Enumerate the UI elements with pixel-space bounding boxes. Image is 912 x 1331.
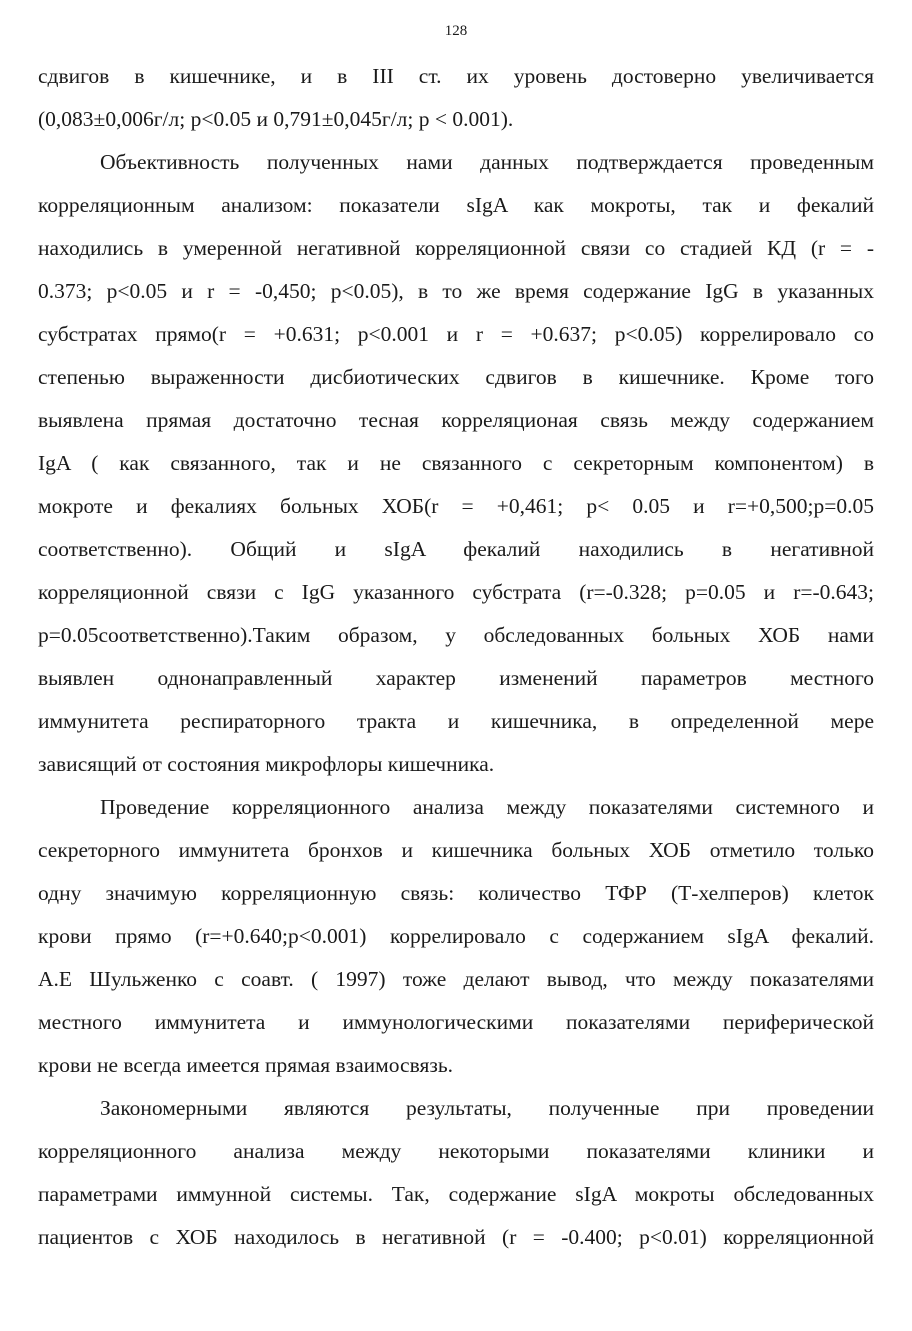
text-line: секреторного иммунитета бронхов и кишечника больных ХОБ отметило только xyxy=(38,838,874,862)
text-line: одну значимую корреляционную связь: количество ТФР (Т-хелперов) клеток xyxy=(38,881,874,905)
page-number: 128 xyxy=(444,23,468,39)
text-line: субстратах прямо(r = +0.631; p<0.001 и r = +0.637; p<0.05) коррелировало со xyxy=(38,322,874,346)
text-line: (0,083±0,006г/л; p<0.05 и 0,791±0,045г/л; p < 0.001). xyxy=(38,107,514,131)
paragraph-first-line: Закономерными являются результаты, полученные при проведении xyxy=(100,1096,874,1120)
text-line: зависящий от состояния микрофлоры кишечника. xyxy=(38,752,495,776)
text-line: крови прямо (r=+0.640;p<0.001) коррелировало с содержанием sIgA фекалий. xyxy=(38,924,874,948)
text-line: находились в умеренной негативной корреляционной связи со стадией КД (r = - xyxy=(38,236,874,260)
text-line: сдвигов в кишечнике, и в III ст. их уровень достоверно увеличивается xyxy=(38,64,874,88)
text-line: выявлена прямая достаточно тесная корреляционая связь между содержанием xyxy=(38,408,874,432)
text-line: p=0.05соответственно).Таким образом, у обследованных больных ХОБ нами xyxy=(38,623,874,647)
text-line: местного иммунитета и иммунологическими показателями периферической xyxy=(38,1010,874,1034)
text-line: иммунитета респираторного тракта и кишечника, в определенной мере xyxy=(38,709,874,733)
text-line: корреляционной связи с IgG указанного субстрата (r=-0.328; p=0.05 и r=-0.643; xyxy=(38,580,874,604)
paragraph-first-line: Проведение корреляционного анализа между показателями системного и xyxy=(100,795,874,819)
text-line: корреляционного анализа между некоторыми показателями клиники и xyxy=(38,1139,874,1163)
text-line: выявлен однонаправленный характер изменений параметров местного xyxy=(38,666,874,690)
text-line: крови не всегда имеется прямая взаимосвязь. xyxy=(38,1053,454,1077)
text-line: 0.373; p<0.05 и r = -0,450; p<0.05), в то же время содержание IgG в указанных xyxy=(38,279,874,303)
text-line: пациентов с ХОБ находилось в негативной (r = -0.400; p<0.01) корреляционной xyxy=(38,1225,874,1249)
text-line: параметрами иммунной системы. Так, содержание sIgA мокроты обследованных xyxy=(38,1182,874,1206)
text-line: степенью выраженности дисбиотических сдвигов в кишечнике. Кроме того xyxy=(38,365,874,389)
text-line: соответственно). Общий и sIgA фекалий находились в негативной xyxy=(38,537,874,561)
text-line: А.Е Шульженко с соавт. ( 1997) тоже делают вывод, что между показателями xyxy=(38,967,874,991)
paragraph-first-line: Объективность полученных нами данных подтверждается проведенным xyxy=(100,150,874,174)
text-line: мокроте и фекалиях больных ХОБ(r = +0,461; p< 0.05 и r=+0,500;p=0.05 xyxy=(38,494,874,518)
text-line: IgA ( как связанного, так и не связанного с секреторным компонентом) в xyxy=(38,451,874,475)
text-line: корреляционным анализом: показатели sIgA как мокроты, так и фекалий xyxy=(38,193,874,217)
